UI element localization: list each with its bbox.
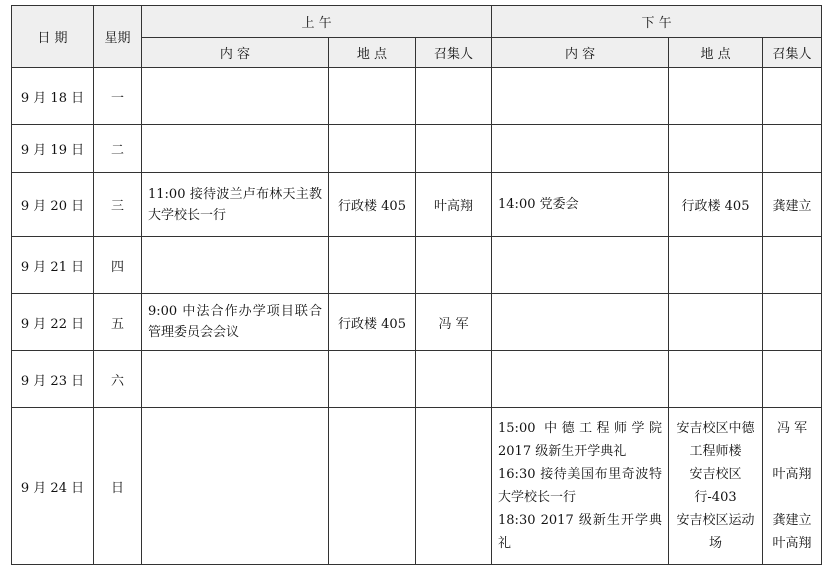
pm-convener-item: 龚建立 bbox=[772, 513, 812, 528]
weekday-cell: 五 bbox=[94, 294, 142, 351]
pm-content-cell bbox=[492, 173, 669, 237]
am-content-cell bbox=[142, 237, 329, 294]
pm-convener-item: 叶高翔 bbox=[772, 536, 812, 551]
pm-place-cell bbox=[669, 294, 763, 351]
pm-convener-item: 冯 军 bbox=[776, 421, 808, 436]
am-convener-cell: 冯 军 bbox=[416, 294, 492, 351]
pm-content-list bbox=[492, 417, 668, 555]
pm-content-cell bbox=[492, 125, 669, 173]
pm-convener-cell bbox=[763, 125, 822, 173]
header-am-convener: 召集人 bbox=[416, 38, 492, 68]
am-content-cell bbox=[142, 173, 329, 237]
pm-content-cell bbox=[492, 68, 669, 125]
header-am-place: 地 点 bbox=[329, 38, 416, 68]
table-row bbox=[12, 125, 822, 173]
header-weekday: 星期 bbox=[94, 6, 142, 68]
pm-convener-cell bbox=[763, 408, 822, 565]
pm-place-cell bbox=[669, 68, 763, 125]
pm-place-cell bbox=[669, 125, 763, 173]
table-row bbox=[12, 68, 822, 125]
am-content-cell bbox=[142, 408, 329, 565]
am-content-cell bbox=[142, 294, 329, 351]
am-place-cell bbox=[329, 408, 416, 565]
pm-place-list bbox=[669, 417, 762, 555]
pm-content-cell bbox=[492, 237, 669, 294]
weekday-cell: 一 bbox=[94, 68, 142, 125]
pm-convener-cell bbox=[763, 237, 822, 294]
weekday-cell: 二 bbox=[94, 125, 142, 173]
date-cell: 9 月 18 日 bbox=[12, 68, 94, 125]
pm-place-cell bbox=[669, 237, 763, 294]
date-cell: 9 月 23 日 bbox=[12, 351, 94, 408]
am-convener-cell bbox=[416, 68, 492, 125]
date-cell: 9 月 21 日 bbox=[12, 237, 94, 294]
pm-convener-item: 叶高翔 bbox=[772, 467, 812, 482]
am-convener-cell: 叶高翔 bbox=[416, 173, 492, 237]
am-place-cell bbox=[329, 68, 416, 125]
date-cell: 9 月 19 日 bbox=[12, 125, 94, 173]
am-place-cell bbox=[329, 351, 416, 408]
am-content-cell bbox=[142, 351, 329, 408]
am-content-text: 9:00 中法合作办学项目联合管理委员会会议 bbox=[148, 304, 322, 340]
header-date: 日 期 bbox=[12, 6, 94, 68]
pm-content-cell bbox=[492, 294, 669, 351]
pm-convener-cell: 龚建立 bbox=[763, 173, 822, 237]
header-pm: 下 午 bbox=[492, 6, 822, 38]
pm-place-cell bbox=[669, 351, 763, 408]
pm-convener-cell bbox=[763, 351, 822, 408]
pm-content-item: 18:30 2017 级新生开学典礼 bbox=[498, 513, 663, 551]
table-row bbox=[12, 408, 822, 565]
header-pm-convener: 召集人 bbox=[763, 38, 822, 68]
pm-convener-cell bbox=[763, 294, 822, 351]
pm-convener-list bbox=[763, 417, 821, 555]
pm-place-cell bbox=[669, 408, 763, 565]
pm-content-cell bbox=[492, 408, 669, 565]
date-cell: 9 月 22 日 bbox=[12, 294, 94, 351]
am-place-cell bbox=[329, 125, 416, 173]
pm-place-cell: 行政楼 405 bbox=[669, 173, 763, 237]
table-row bbox=[12, 173, 822, 237]
am-content-cell bbox=[142, 68, 329, 125]
pm-content-item: 16:30 接待美国布里奇波特大学校长一行 bbox=[498, 467, 663, 505]
am-convener-cell bbox=[416, 237, 492, 294]
pm-content-text: 14:00 党委会 bbox=[498, 197, 579, 212]
table-row bbox=[12, 237, 822, 294]
pm-content-cell bbox=[492, 351, 669, 408]
header-am: 上 午 bbox=[142, 6, 492, 38]
am-convener-cell bbox=[416, 351, 492, 408]
date-cell: 9 月 24 日 bbox=[12, 408, 94, 565]
pm-convener-cell bbox=[763, 68, 822, 125]
schedule-table bbox=[11, 5, 822, 565]
am-convener-cell bbox=[416, 408, 492, 565]
weekday-cell: 六 bbox=[94, 351, 142, 408]
pm-place-item: 安吉校区运动场 bbox=[676, 513, 755, 551]
am-convener-cell bbox=[416, 125, 492, 173]
am-content-cell bbox=[142, 125, 329, 173]
date-cell: 9 月 20 日 bbox=[12, 173, 94, 237]
am-place-cell: 行政楼 405 bbox=[329, 294, 416, 351]
weekday-cell: 四 bbox=[94, 237, 142, 294]
header-am-content: 内 容 bbox=[142, 38, 329, 68]
header-row-1 bbox=[12, 6, 822, 38]
am-content-text: 11:00 接待波兰卢布林天主教大学校长一行 bbox=[148, 186, 322, 223]
header-pm-content: 内 容 bbox=[492, 38, 669, 68]
pm-place-item: 安吉校区行-403 bbox=[689, 467, 742, 505]
am-place-cell: 行政楼 405 bbox=[329, 173, 416, 237]
weekday-cell: 三 bbox=[94, 173, 142, 237]
table-row bbox=[12, 351, 822, 408]
pm-content-item: 15:00 中德工程师学院 2017 级新生开学典礼 bbox=[498, 421, 663, 459]
pm-place-item: 安吉校区中德工程师楼 bbox=[676, 421, 755, 459]
weekday-cell: 日 bbox=[94, 408, 142, 565]
am-place-cell bbox=[329, 237, 416, 294]
table-row bbox=[12, 294, 822, 351]
header-pm-place: 地 点 bbox=[669, 38, 763, 68]
